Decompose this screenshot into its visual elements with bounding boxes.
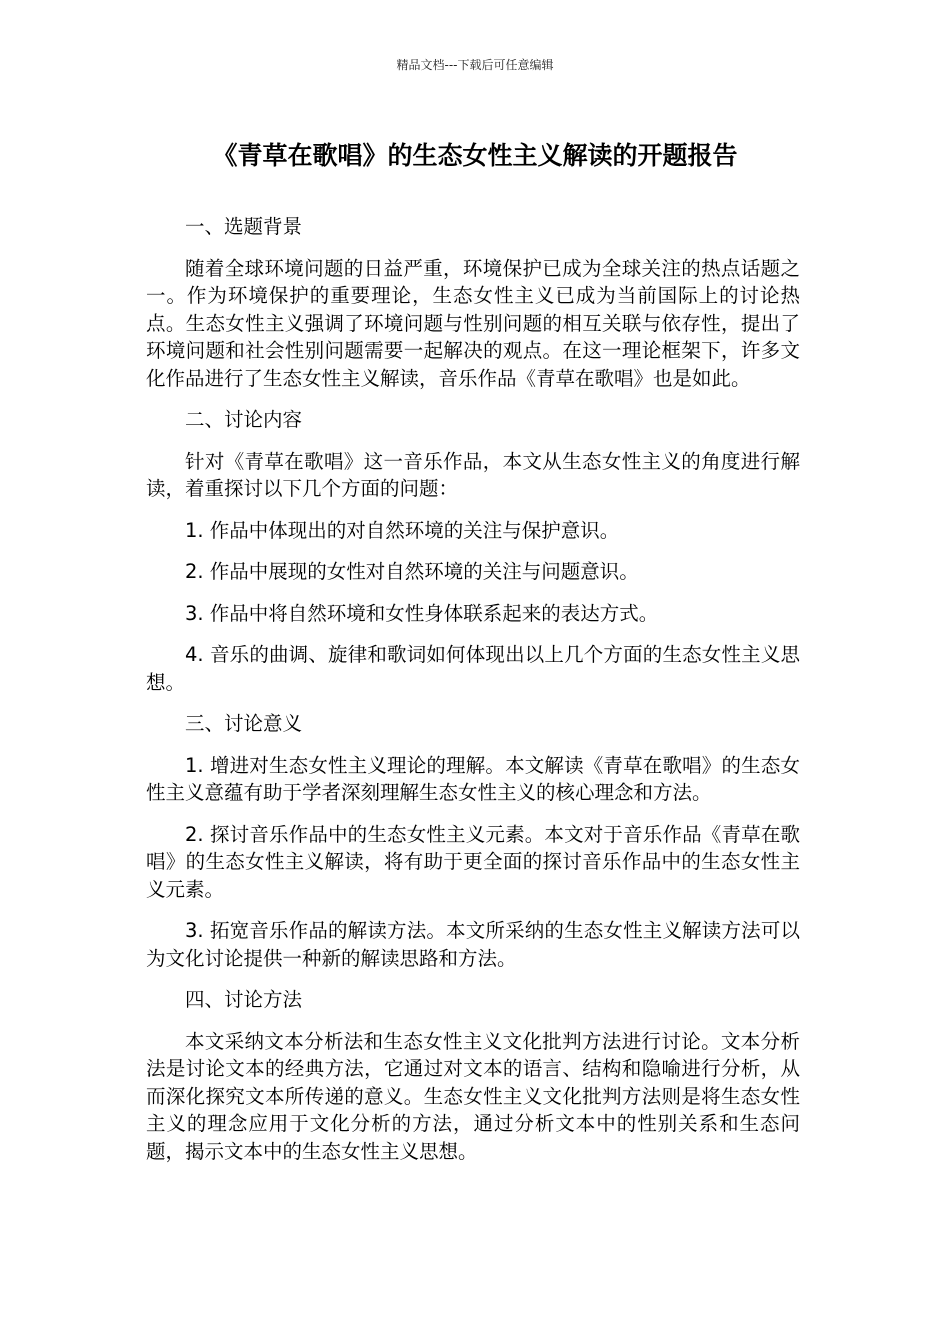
section-heading-content: 二、讨论内容 [185, 408, 303, 431]
list-item-significance-1: 1. 增进对生态女性主义理论的理解。本文解读《青草在歌唱》的生态女性主义意蕴有助于学者深刻理解生态女性主义的核心理念和方法。 [146, 753, 800, 804]
list-item-significance-2: 2. 探讨音乐作品中的生态女性主义元素。本文对于音乐作品《青草在歌唱》的生态女性主义解读，将有助于更全面的探讨音乐作品中的生态女性主义元素。 [146, 822, 800, 901]
list-item-content-3: 3. 作品中将自然环境和女性身体联系起来的表达方式。 [185, 601, 659, 625]
paragraph-method: 本文采纳文本分析法和生态女性主义文化批判方法进行讨论。文本分析法是讨论文本的经典方法，它通过对文本的语言、结构和隐喻进行分析，从而深化探究文本所传递的意义。生态女性主义文化批判方法则是将生态女性主义的理念应用于文化分析的方法，通过分析文本中的性别关系和生态问题，揭示文本中的生态女性主义思想。 [146, 1029, 800, 1163]
document-title: 《青草在歌唱》的生态女性主义解读的开题报告 [212, 141, 738, 170]
section-heading-method: 四、讨论方法 [185, 988, 303, 1011]
paragraph-content-intro: 针对《青草在歌唱》这一音乐作品，本文从生态女性主义的角度进行解读，着重探讨以下几个方面的问题： [146, 449, 800, 500]
section-heading-significance: 三、讨论意义 [185, 712, 303, 735]
document-body [146, 213, 800, 1179]
list-item-content-4: 4. 音乐的曲调、旋律和歌词如何体现出以上几个方面的生态女性主义思想。 [146, 643, 800, 694]
paragraph-background: 随着全球环境问题的日益严重，环境保护已成为全球关注的热点话题之一。作为环境保护的重要理论，生态女性主义已成为当前国际上的讨论热点。生态女性主义强调了环境问题与性别问题的相互关联与依存性，提出了环境问题和社会性别问题需要一起解决的观点。在这一理论框架下，许多文化作品进行了生态女性主义解读，音乐作品《青草在歌唱》也是如此。 [146, 256, 800, 390]
list-item-content-2: 2. 作品中展现的女性对自然环境的关注与问题意识。 [185, 560, 639, 583]
list-item-significance-3: 3. 拓宽音乐作品的解读方法。本文所采纳的生态女性主义解读方法可以为文化讨论提供一种新的解读思路和方法。 [146, 919, 800, 970]
page-header: 精品文档---下载后可任意编辑 [396, 58, 554, 72]
list-item-content-1: 1. 作品中体现出的对自然环境的关注与保护意识。 [185, 518, 620, 542]
section-heading-background: 一、选题背景 [185, 215, 303, 238]
